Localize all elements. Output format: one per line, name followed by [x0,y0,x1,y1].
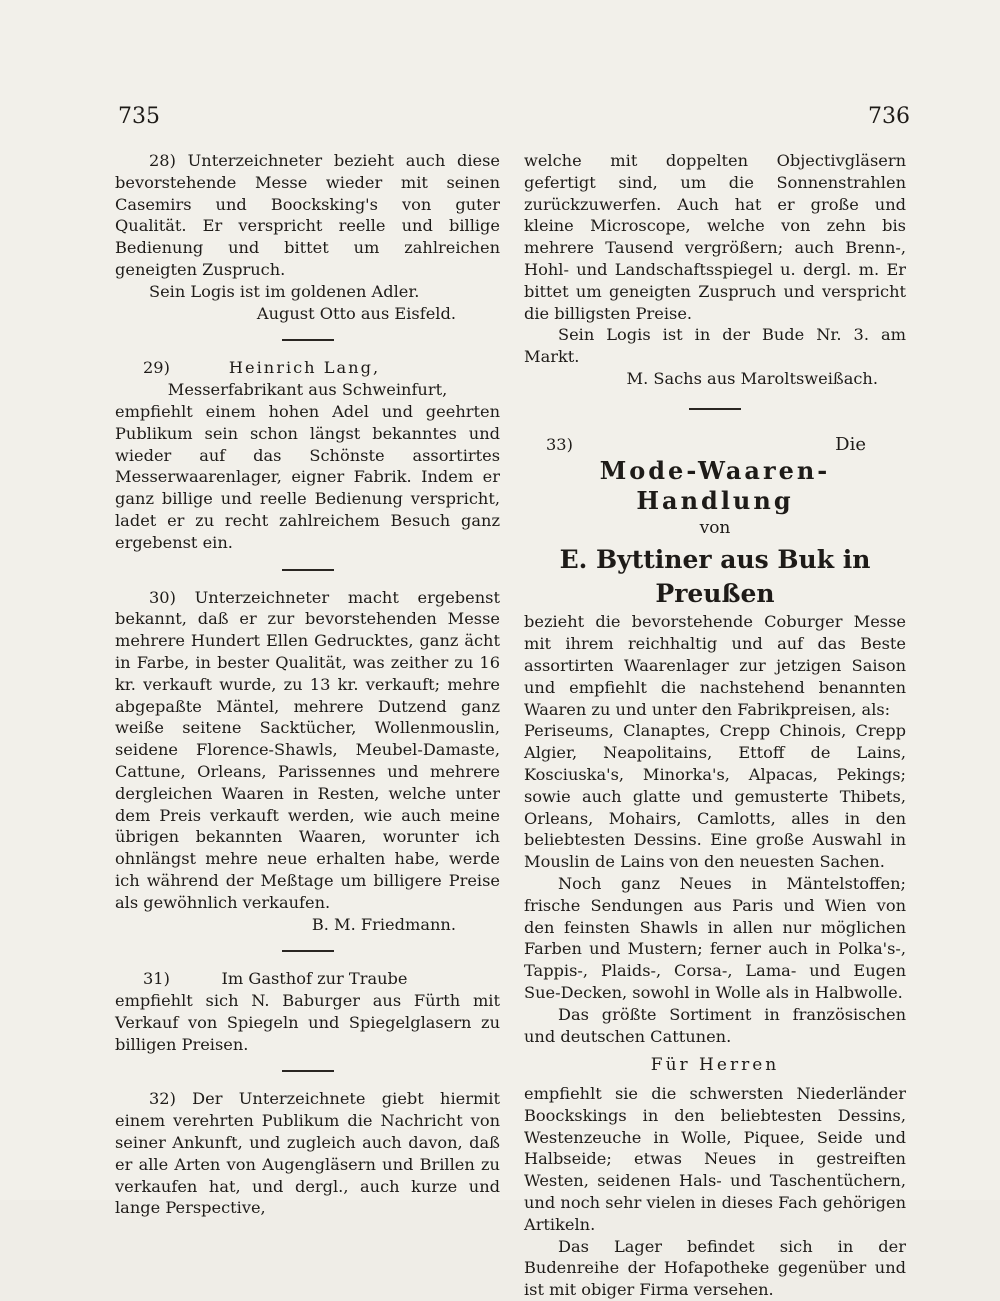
separator-rule [689,408,741,410]
entry-29-title: Messerfabrikant aus Schweinfurt, [167,380,448,400]
entry-33-heading [524,434,906,456]
entry-31-text: empfiehlt sich N. Baburger aus Fürth mit Verkauf von Spiegeln und Spiegelglasern zu billigen Preisen. [115,991,500,1054]
entry-32-text: 32) Der Unterzeichnete giebt hiermit einem verehrten Publikum die Nachricht von seiner Ankunft, und zugleich auch davon, daß er alle Arten von Augengläsern und Brillen zu verkaufen hat, und dergl., auch kurze und lange Perspective, [115,1089,500,1218]
entry-31-number: 31) [143,969,170,989]
entry-29-heading [115,357,500,379]
entry-32-logis: Sein Logis ist in der Bude Nr. 3. am Markt. [524,325,906,367]
entry-33-fuer-herren: Für Herren [650,1055,780,1076]
entry-29-text: empfiehlt einem hohen Adel und geehrten Publikum sein schon längst bekanntes und wieder auf das Schönste assortirtes Messerwaarenlager, eigner Fabrik. Indem er ganz billige und reelle Bedienung verspricht, ladet er zu recht zahlreichem Besuch ganz ergebenst ein. [115,401,500,552]
page-number-right: 736 [868,104,910,129]
entry-33-herren-text: empfiehlt sie die schwersten Niederländer Boockskings in den beliebtesten Dessins, Westenzeuche in Wolle, Piquee, Seide und Halbseide; etwas Neues in gestreiften Westen, seidenen Hals- und Taschentüchern, und noch sehr vielen in dieses Fach gehörigen Artikeln. [524,1084,906,1234]
entry-32-signature: M. Sachs aus Maroltsweißach. [626,368,878,388]
entry-33-lager: Das Lager befindet sich in der Budenreihe der Hofapotheke gegenüber und ist mit obiger Firma versehen. [524,1236,906,1300]
entry-28-logis: Sein Logis ist im goldenen Adler. [149,281,420,301]
entry-31-heading [115,968,500,990]
entry-33-die: Die [835,433,866,455]
entry-28-signature: August Otto aus Eisfeld. [256,303,456,323]
entry-29-number: 29) [143,358,170,378]
entry-30-text: 30) Unterzeichneter macht ergebenst bekannt, daß er zur bevorstehenden Messe mehrere Hundert Ellen Gedrucktes, ganz ächt in Farbe, in bester Qualität, was zeither zu 16 kr. verkauft wurde, zu 13 kr. verkauft; mehre abgepaßte Mäntel, mehrere Dutzend ganz weiße seitene Sacktücher, Wollenmouslin, seidene Florence-Shawls, Meubel-Damaste, Cattune, Orleans, Parissennes und mehrere dergleichen Waaren in Resten, welche unter dem Preis verkauft werden, wie auch meine übrigen bekannten Waaren, worunter ich ohnlängst mehre neue erhalten habe, werde ich während der Meßtage um billigere Preise als gewöhnlich verkaufen. [115,587,500,912]
entry-32-continued-text: welche mit doppelten Objectivgläsern gefertigt sind, um die Sonnenstrahlen zurückzuwerfen. Auch hat er große und kleine Microscope, welche von zehn bis mehrere Tausend vergrößern; auch Brenn-, Hohl- und Landschaftsspiegel u. dergl. m. Er bittet um geneigten Zuspruch und verspricht die billigsten Preise. [524,151,906,323]
entry-33-firm: E. Byttiner aus Buk in Preußen [559,545,871,609]
entry-33-von: von [699,517,731,538]
entry-33-novelties: Noch ganz Neues in Mäntelstoffen; frische Sendungen aus Paris und Wien von den feinsten Shawls in allen nur möglichen Farben und Mustern; ferner auch in Polka's-, Tappis-, Plaids-, Corsa-, Lama- und Eugen Sue-Decken, sowohl in Wolle als in Halbwolle. [524,873,906,1002]
separator-rule [282,569,334,571]
entry-33-number: 33) [546,434,573,454]
separator-rule [282,950,334,952]
right-column [524,150,906,1301]
entry-30-signature: B. M. Friedmann. [311,914,456,934]
entry-33-intro: bezieht die bevorstehende Coburger Messe mit ihrem reichhaltig und auf das Beste assortirten Waarenlager zur jetzigen Saison und empfiehlt die nachstehend benannten Waaren zu und unter den Fabrikpreisen, als: [524,612,906,719]
entry-31-head: Im Gasthof zur Traube [221,969,408,989]
page-number-left: 735 [118,104,160,129]
entry-33-title: Mode-Waaren-Handlung [599,455,831,515]
left-column [115,150,500,1219]
entry-33-cattune: Das größte Sortiment in französischen und deutschen Cattunen. [524,1004,906,1046]
entry-33-goods-list: Periseums, Clanaptes, Crepp Chinois, Crepp Algier, Neapolitains, Ettoff de Lains, Kosciuska's, Minorka's, Alpacas, Pekings; sowie auch glatte und gemusterte Thibets, Orleans, Mohairs, Camlotts, alles in den beliebtesten Dessins. Eine große Auswahl in Mouslin de Lains von den neuesten Sachen. [524,721,906,872]
separator-rule [282,1070,334,1072]
entry-28-text: 28) Unterzeichneter bezieht auch diese bevorstehende Messe wieder mit seinen Casemirs und Boocksking's von guter Qualität. Er verspricht reelle und billige Bedienung und bittet um zahlreichen geneigten Zuspruch. [115,151,500,279]
separator-rule [282,339,334,341]
entry-29-name: Heinrich Lang, [228,358,381,378]
